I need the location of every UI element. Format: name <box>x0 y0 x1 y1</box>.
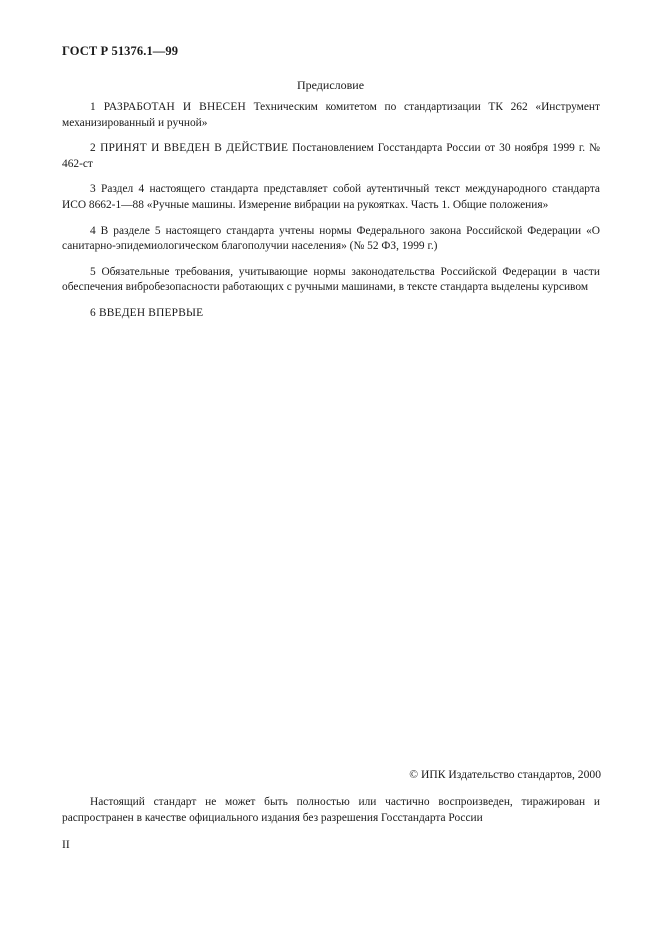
preface-item-text: 5 Обязательные требования, учитывающие нормы законодательства Российской Федерации в части обеспечения вибробезопасности работающих с ручными машинами, в тексте стандарта выделены курсивом <box>62 265 600 294</box>
preface-item-3 <box>62 182 600 213</box>
copyright-line: © ИПК Издательство стандартов, 2000 <box>409 768 601 781</box>
preface-item-1 <box>62 100 600 131</box>
reproduction-notice: Настоящий стандарт не может быть полностью или частично воспроизведен, тиражирован и распространен в качестве официального издания без разрешения Госстандарта России <box>62 796 600 824</box>
preface-item-5 <box>62 265 600 296</box>
preface-item-lead: 6 ВВЕДЕН ВПЕРВЫЕ <box>90 306 204 319</box>
preface-body <box>62 100 600 332</box>
page-number: II <box>62 838 70 851</box>
document-code: ГОСТ Р 51376.1—99 <box>62 44 179 58</box>
preface-item-text: 3 Раздел 4 настоящего стандарта представляет собой аутентичный текст международного стандарта ИСО 8662-1—88 «Ручные машины. Измерение вибрации на рукоятках. Часть 1. Общие положения» <box>62 183 600 211</box>
preface-item-text: Постановлением Госстандарта России от 30 ноября 1999 г. № 462-ст <box>62 142 600 170</box>
preface-item-lead: 1 РАЗРАБОТАН И ВНЕСЕН <box>90 101 246 113</box>
preface-item-2 <box>62 141 600 172</box>
preface-title: Предисловие <box>296 78 365 92</box>
preface-item-text: 4 В разделе 5 настоящего стандарта учтены нормы Федерального закона Российской Федерации «О санитарно-эпидемиологическом благополучии населения» (№ 52 ФЗ, 1999 г.) <box>62 224 600 253</box>
preface-item-6 <box>62 306 600 322</box>
preface-item-text: Техническим комитетом по стандартизации ТК 262 «Инструмент механизированный и ручной» <box>62 101 600 129</box>
preface-item-lead: 2 ПРИНЯТ И ВВЕДЕН В ДЕЙСТВИЕ <box>90 142 289 155</box>
preface-item-4 <box>62 224 600 255</box>
